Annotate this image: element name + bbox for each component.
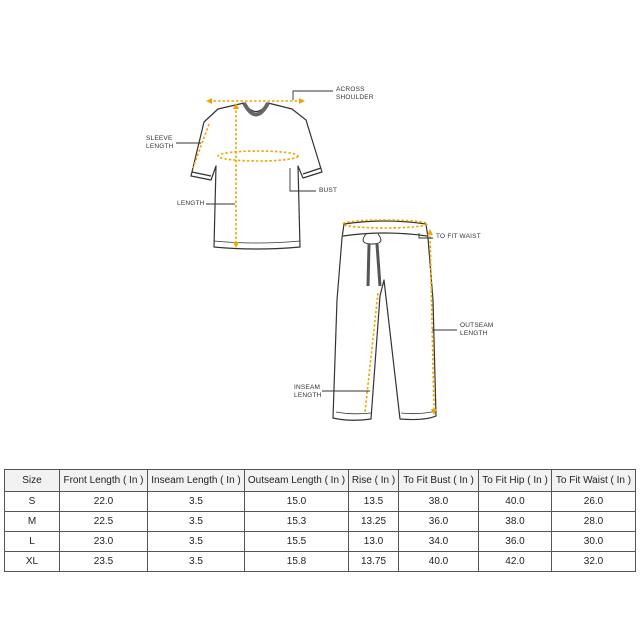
table-cell: 36.0 [479,532,552,552]
table-cell: 40.0 [479,492,552,512]
column-header: Outseam Length ( In ) [245,470,349,492]
table-cell: 38.0 [479,512,552,532]
label-sleeve-length: SLEEVE LENGTH [146,135,174,150]
table-cell: 32.0 [552,552,636,572]
column-header: To Fit Hip ( In ) [479,470,552,492]
table-cell: 36.0 [399,512,479,532]
table-cell: 13.0 [349,532,399,552]
column-header: Rise ( In ) [349,470,399,492]
table-cell: 15.5 [245,532,349,552]
label-outseam-length: OUTSEAM LENGTH [460,322,494,337]
label-to-fit-waist: TO FIT WAIST [436,233,481,240]
table-cell: 3.5 [148,512,245,532]
table-cell: 22.0 [60,492,148,512]
label-bust: BUST [319,187,338,194]
table-row [5,492,636,512]
table-row [5,512,636,532]
table-cell: S [5,492,60,512]
label-across-shoulder: ACROSS SHOULDER [336,86,374,101]
table-cell: 3.5 [148,492,245,512]
table-cell: 40.0 [399,552,479,572]
table-cell: 26.0 [552,492,636,512]
table-cell: 23.0 [60,532,148,552]
pants-illustration [333,221,436,420]
column-header: Front Length ( In ) [60,470,148,492]
table-cell: 28.0 [552,512,636,532]
column-header: To Fit Waist ( In ) [552,470,636,492]
table-cell: L [5,532,60,552]
table-cell: 15.0 [245,492,349,512]
column-header: To Fit Bust ( In ) [399,470,479,492]
table-row [5,532,636,552]
table-cell: 38.0 [399,492,479,512]
table-cell: 42.0 [479,552,552,572]
table-cell: 3.5 [148,532,245,552]
table-cell: 3.5 [148,552,245,572]
table-row [5,552,636,572]
table-cell: 15.8 [245,552,349,572]
table-cell: 34.0 [399,532,479,552]
table-cell: 13.5 [349,492,399,512]
table-cell: 22.5 [60,512,148,532]
table-cell: 23.5 [60,552,148,572]
tshirt-illustration [191,103,322,249]
table-cell: 15.3 [245,512,349,532]
column-header: Inseam Length ( In ) [148,470,245,492]
table-cell: 13.25 [349,512,399,532]
label-length: LENGTH [177,200,205,207]
label-inseam-length: INSEAM LENGTH [294,384,322,399]
table-cell: 13.75 [349,552,399,572]
size-chart-table [4,469,636,572]
table-cell: XL [5,552,60,572]
table-cell: M [5,512,60,532]
column-header: Size [5,470,60,492]
table-cell: 30.0 [552,532,636,552]
table-header-row [5,470,636,492]
